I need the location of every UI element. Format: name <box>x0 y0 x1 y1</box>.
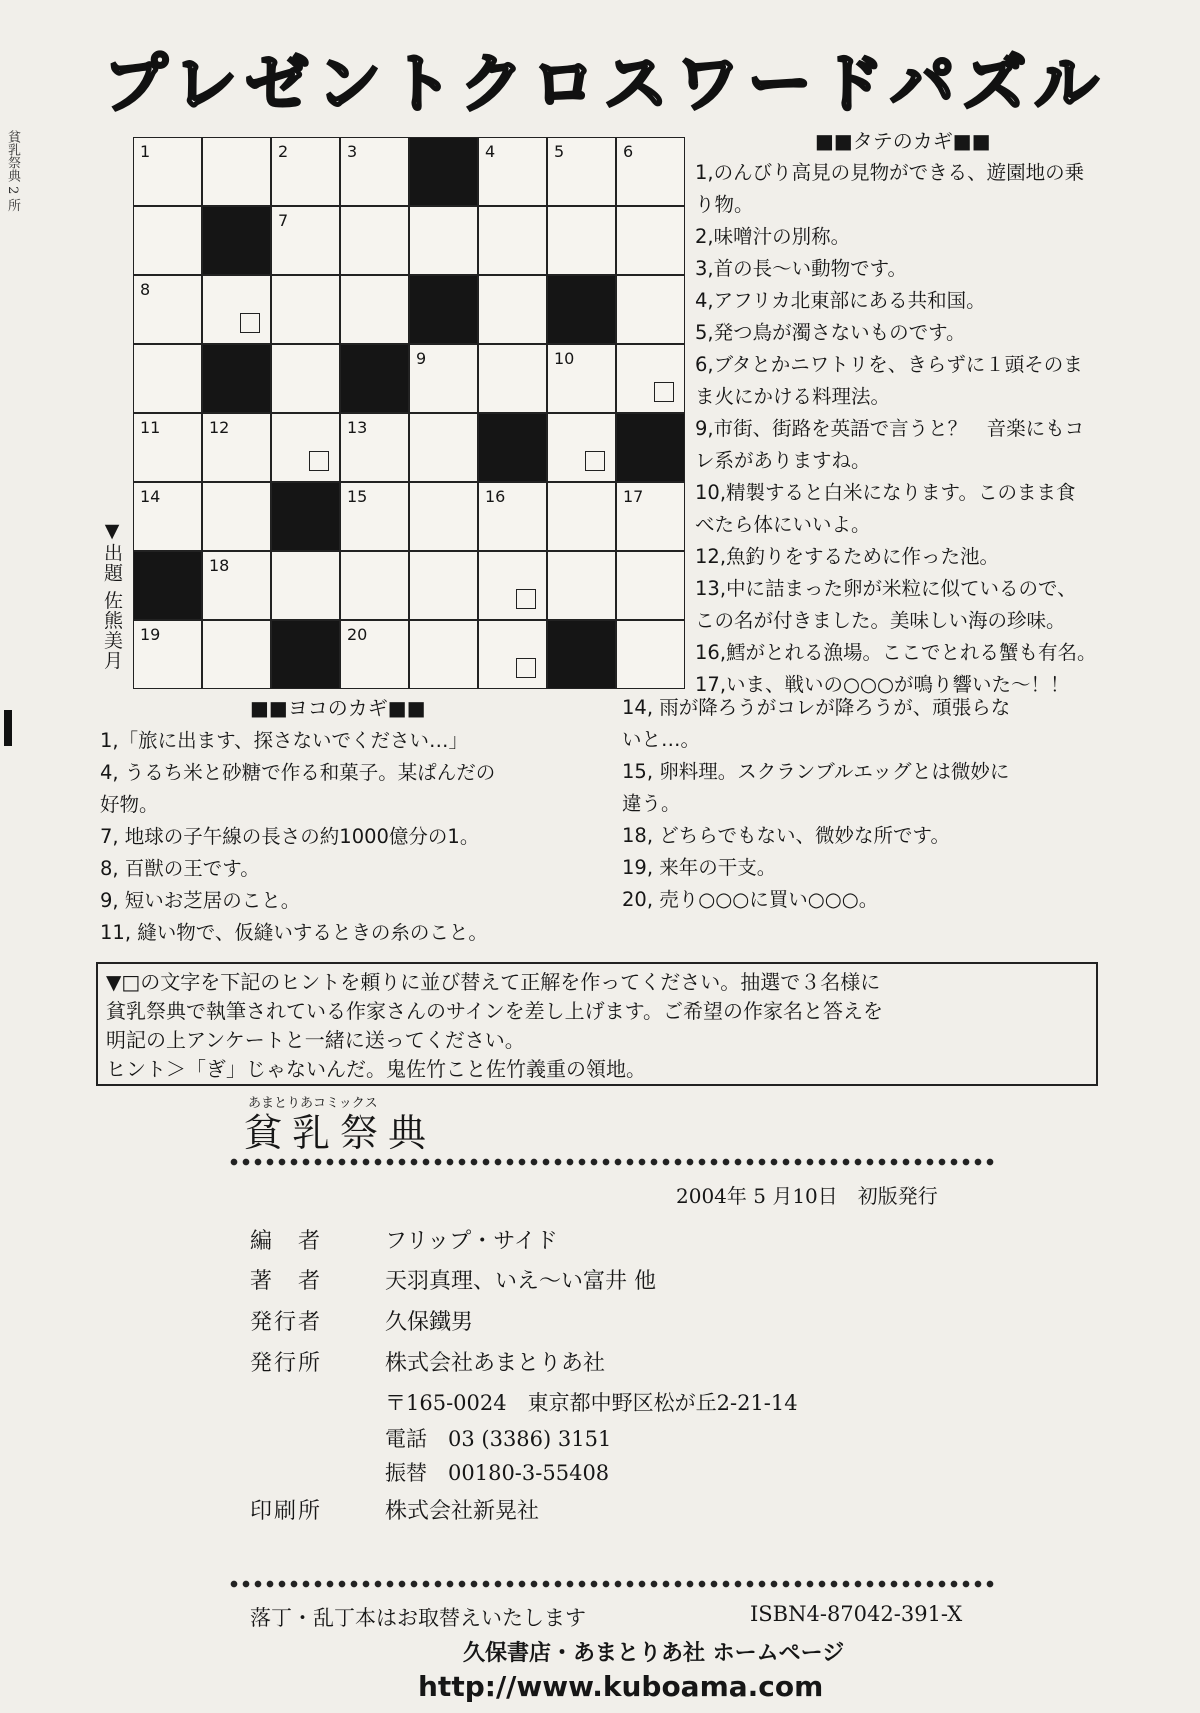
grid-cell[interactable] <box>616 275 685 344</box>
down-clue-line: 10,精製すると白米になります。このまま食 <box>695 481 1076 504</box>
clue-number: 17 <box>623 487 644 506</box>
down-clue-line: 5,発つ鳥が濁さないものです。 <box>695 321 966 344</box>
spine-text: 貧乳祭典 2 所 <box>5 130 20 212</box>
grid-cell-black <box>271 620 340 689</box>
grid-cell-black <box>547 275 616 344</box>
clue-number: 2 <box>278 142 289 161</box>
clue-number: 20 <box>347 625 368 644</box>
grid-cell[interactable] <box>202 482 271 551</box>
grid-cell-black <box>547 620 616 689</box>
grid-cell[interactable] <box>271 137 340 206</box>
grid-cell-black <box>271 482 340 551</box>
grid-cell[interactable] <box>547 551 616 620</box>
grid-cell[interactable] <box>340 482 409 551</box>
down-clue-line: べたら体にいいよ。 <box>695 513 871 536</box>
printer-value: 株式会社新晃社 <box>385 1499 540 1524</box>
grid-cell[interactable] <box>478 620 547 689</box>
clue-number: 5 <box>554 142 565 161</box>
down-clue-line: 9,市街、街路を英語で言うと？ 音楽にもコ <box>695 417 1085 440</box>
clue-number: 9 <box>416 349 427 368</box>
answer-mark-box <box>516 589 536 609</box>
editor-value: フリップ・サイド <box>385 1229 558 1254</box>
grid-cell[interactable] <box>478 482 547 551</box>
grid-cell[interactable] <box>271 413 340 482</box>
grid-cell[interactable] <box>202 275 271 344</box>
grid-cell-black <box>340 344 409 413</box>
replacement-notice: 落丁・乱丁本はお取替えいたします <box>250 1606 586 1630</box>
publisher-address: 〒165-0024 東京都中野区松が丘2-21-14 <box>385 1391 798 1415</box>
across-clue-line: 8, 百獣の王です。 <box>100 857 260 880</box>
clue-number: 3 <box>347 142 358 161</box>
author-row <box>250 1267 656 1297</box>
grid-cell[interactable] <box>478 551 547 620</box>
editor-row <box>250 1227 558 1257</box>
printer-row <box>250 1497 539 1527</box>
grid-cell[interactable] <box>616 620 685 689</box>
clue-number: 12 <box>209 418 230 437</box>
grid-cell[interactable] <box>616 482 685 551</box>
notice-line: ▼□の文字を下記のヒントを頼りに並び替えて正解を作ってください。抽選で３名様に <box>106 970 881 994</box>
across-clue-line: 7, 地球の子午線の長さの約1000億分の1。 <box>100 825 480 848</box>
grid-cell-black <box>409 137 478 206</box>
across-clue-line: 好物。 <box>100 793 159 816</box>
clue-number: 4 <box>485 142 496 161</box>
clue-number: 13 <box>347 418 368 437</box>
across-clue-line: 14, 雨が降ろうがコレが降ろうが、頑張らな <box>622 696 1011 719</box>
puzzle-title: プレゼントクロスワードパズル <box>103 48 1107 122</box>
clue-number: 14 <box>140 487 161 506</box>
puzzle-credit: ▼出題 佐熊美月 <box>101 520 123 671</box>
prize-notice-box <box>96 962 1098 1086</box>
homepage-url[interactable]: http://www.kuboama.com <box>418 1670 824 1703</box>
grid-cell[interactable] <box>547 137 616 206</box>
grid-cell[interactable] <box>409 413 478 482</box>
grid-cell[interactable] <box>547 344 616 413</box>
across-clue-line: 11, 縫い物で、仮縫いするときの糸のこと。 <box>100 921 488 944</box>
spine-mark <box>4 710 12 746</box>
down-clue-line: 2,味噌汁の別称。 <box>695 225 851 248</box>
down-clues-heading: ■■タテのカギ■■ <box>815 129 991 153</box>
across-clues-continued <box>622 692 1182 916</box>
across-clue-line: 15, 卵料理。スクランブルエッグとは微妙に <box>622 760 1010 783</box>
clue-number: 8 <box>140 280 151 299</box>
grid-cell[interactable] <box>340 620 409 689</box>
clue-number: 19 <box>140 625 161 644</box>
answer-mark-box <box>516 658 536 678</box>
publisher-transfer: 振替 00180-3-55408 <box>385 1461 610 1485</box>
answer-mark-box <box>654 382 674 402</box>
answer-mark-box <box>309 451 329 471</box>
down-clue-line: 16,鱈がとれる漁場。ここでとれる蟹も有名。 <box>695 641 1097 664</box>
grid-cell[interactable] <box>133 275 202 344</box>
grid-cell[interactable] <box>478 206 547 275</box>
grid-cell[interactable] <box>409 482 478 551</box>
clue-number: 6 <box>623 142 634 161</box>
across-clue-line: いと…。 <box>622 728 701 751</box>
grid-cell[interactable] <box>271 551 340 620</box>
across-clues-heading: ■■ヨコのカギ■■ <box>250 696 426 720</box>
grid-cell[interactable] <box>409 620 478 689</box>
grid-cell-black <box>409 275 478 344</box>
book-title: 貧乳祭典 <box>244 1111 437 1155</box>
isbn: ISBN4-87042-391-X <box>750 1602 963 1626</box>
clue-number: 16 <box>485 487 506 506</box>
notice-line: ヒント＞「ぎ」じゃないんだ。鬼佐竹こと佐竹義重の領地。 <box>106 1057 646 1081</box>
answer-mark-box <box>240 313 260 333</box>
grid-cell[interactable] <box>271 344 340 413</box>
publisher-label: 発行所 <box>250 1351 323 1376</box>
grid-cell-black <box>478 413 547 482</box>
across-clue-line: 19, 来年の干支。 <box>622 856 777 879</box>
across-clue-line: 違う。 <box>622 792 681 815</box>
across-clue-line: 1,「旅に出ます、探さないでください…」 <box>100 729 469 752</box>
across-clue-line: 18, どちらでもない、微妙な所です。 <box>622 824 950 847</box>
grid-cell[interactable] <box>409 344 478 413</box>
grid-cell[interactable] <box>202 551 271 620</box>
issuer-label: 発行者 <box>250 1310 323 1335</box>
grid-cell[interactable] <box>409 206 478 275</box>
clue-number: 11 <box>140 418 161 437</box>
grid-cell[interactable] <box>478 137 547 206</box>
down-clue-line: 12,魚釣りをするために作った池。 <box>695 545 1000 568</box>
issuer-value: 久保鐵男 <box>385 1310 474 1335</box>
grid-cell[interactable] <box>547 413 616 482</box>
grid-cell[interactable] <box>202 413 271 482</box>
crossword-grid <box>133 137 685 688</box>
grid-cell[interactable] <box>616 137 685 206</box>
author-label: 著 者 <box>250 1269 323 1294</box>
down-clue-line: ま火にかける料理法。 <box>695 385 891 408</box>
grid-cell-black <box>202 206 271 275</box>
dotted-divider <box>230 1580 995 1590</box>
grid-cell[interactable] <box>202 137 271 206</box>
clue-number: 7 <box>278 211 289 230</box>
printer-label: 印刷所 <box>250 1499 323 1524</box>
down-clue-line: 13,中に詰まった卵が米粒に似ているので、 <box>695 577 1077 600</box>
series-label: あまとりあコミックス <box>248 1096 378 1111</box>
grid-cell[interactable] <box>340 275 409 344</box>
down-clue-line: 17,いま、戦いの○○○が鳴り響いた〜！！ <box>695 673 1070 696</box>
publisher-value: 株式会社あまとりあ社 <box>385 1351 606 1376</box>
grid-cell-black <box>202 344 271 413</box>
clue-number: 15 <box>347 487 368 506</box>
down-clue-line: この名が付きました。美味しい海の珍味。 <box>695 609 1066 632</box>
notice-line: 明記の上アンケートと一緒に送ってください。 <box>106 1028 525 1052</box>
down-clue-line: 4,アフリカ北東部にある共和国。 <box>695 289 986 312</box>
dotted-divider <box>230 1158 995 1168</box>
clue-number: 18 <box>209 556 230 575</box>
grid-cell[interactable] <box>340 551 409 620</box>
publisher-phone: 電話 03 (3386) 3151 <box>385 1427 612 1451</box>
publisher-row <box>250 1349 605 1379</box>
across-clues-list <box>100 725 620 949</box>
down-clue-line: レ系がありますね。 <box>695 449 871 472</box>
clue-number: 10 <box>554 349 575 368</box>
grid-cell[interactable] <box>202 620 271 689</box>
grid-cell[interactable] <box>616 344 685 413</box>
editor-label: 編 者 <box>250 1229 323 1254</box>
notice-line: 貧乳祭典で執筆されている作家さんのサインを差し上げます。ご希望の作家名と答えを <box>106 999 883 1023</box>
issuer-row <box>250 1308 473 1338</box>
down-clue-line: 1,のんびり高見の見物ができる、遊園地の乗 <box>695 161 1085 184</box>
down-clues-list <box>695 157 1165 701</box>
grid-cell-black <box>133 551 202 620</box>
grid-cell[interactable] <box>547 206 616 275</box>
publication-date: 2004年 5 月10日 初版発行 <box>676 1184 938 1208</box>
grid-cell[interactable] <box>340 413 409 482</box>
down-clue-line: 3,首の長〜い動物です。 <box>695 257 908 280</box>
grid-cell[interactable] <box>133 137 202 206</box>
grid-cell[interactable] <box>478 275 547 344</box>
grid-cell[interactable] <box>340 137 409 206</box>
grid-cell-black <box>616 413 685 482</box>
grid-cell[interactable] <box>133 413 202 482</box>
grid-cell[interactable] <box>133 482 202 551</box>
across-clue-line: 4, うるち米と砂糖で作る和菓子。某ぱんだの <box>100 761 496 784</box>
grid-cell[interactable] <box>616 551 685 620</box>
down-clue-line: り物。 <box>695 193 754 216</box>
grid-cell[interactable] <box>547 482 616 551</box>
down-clue-line: 6,ブタとかニワトリを、きらずに１頭そのま <box>695 353 1083 376</box>
grid-cell[interactable] <box>616 206 685 275</box>
grid-cell[interactable] <box>133 206 202 275</box>
answer-mark-box <box>585 451 605 471</box>
homepage-label: 久保書店・あまとりあ社 ホームページ <box>463 1641 845 1666</box>
clue-number: 1 <box>140 142 151 161</box>
grid-cell[interactable] <box>409 551 478 620</box>
across-clue-line: 20, 売り○○○に買い○○○。 <box>622 888 879 911</box>
grid-cell[interactable] <box>271 206 340 275</box>
grid-cell[interactable] <box>478 344 547 413</box>
grid-cell[interactable] <box>340 206 409 275</box>
grid-cell[interactable] <box>133 620 202 689</box>
grid-cell[interactable] <box>271 275 340 344</box>
author-value: 天羽真理、いえ〜い富井 他 <box>385 1269 656 1294</box>
across-clue-line: 9, 短いお芝居のこと。 <box>100 889 301 912</box>
grid-cell[interactable] <box>133 344 202 413</box>
